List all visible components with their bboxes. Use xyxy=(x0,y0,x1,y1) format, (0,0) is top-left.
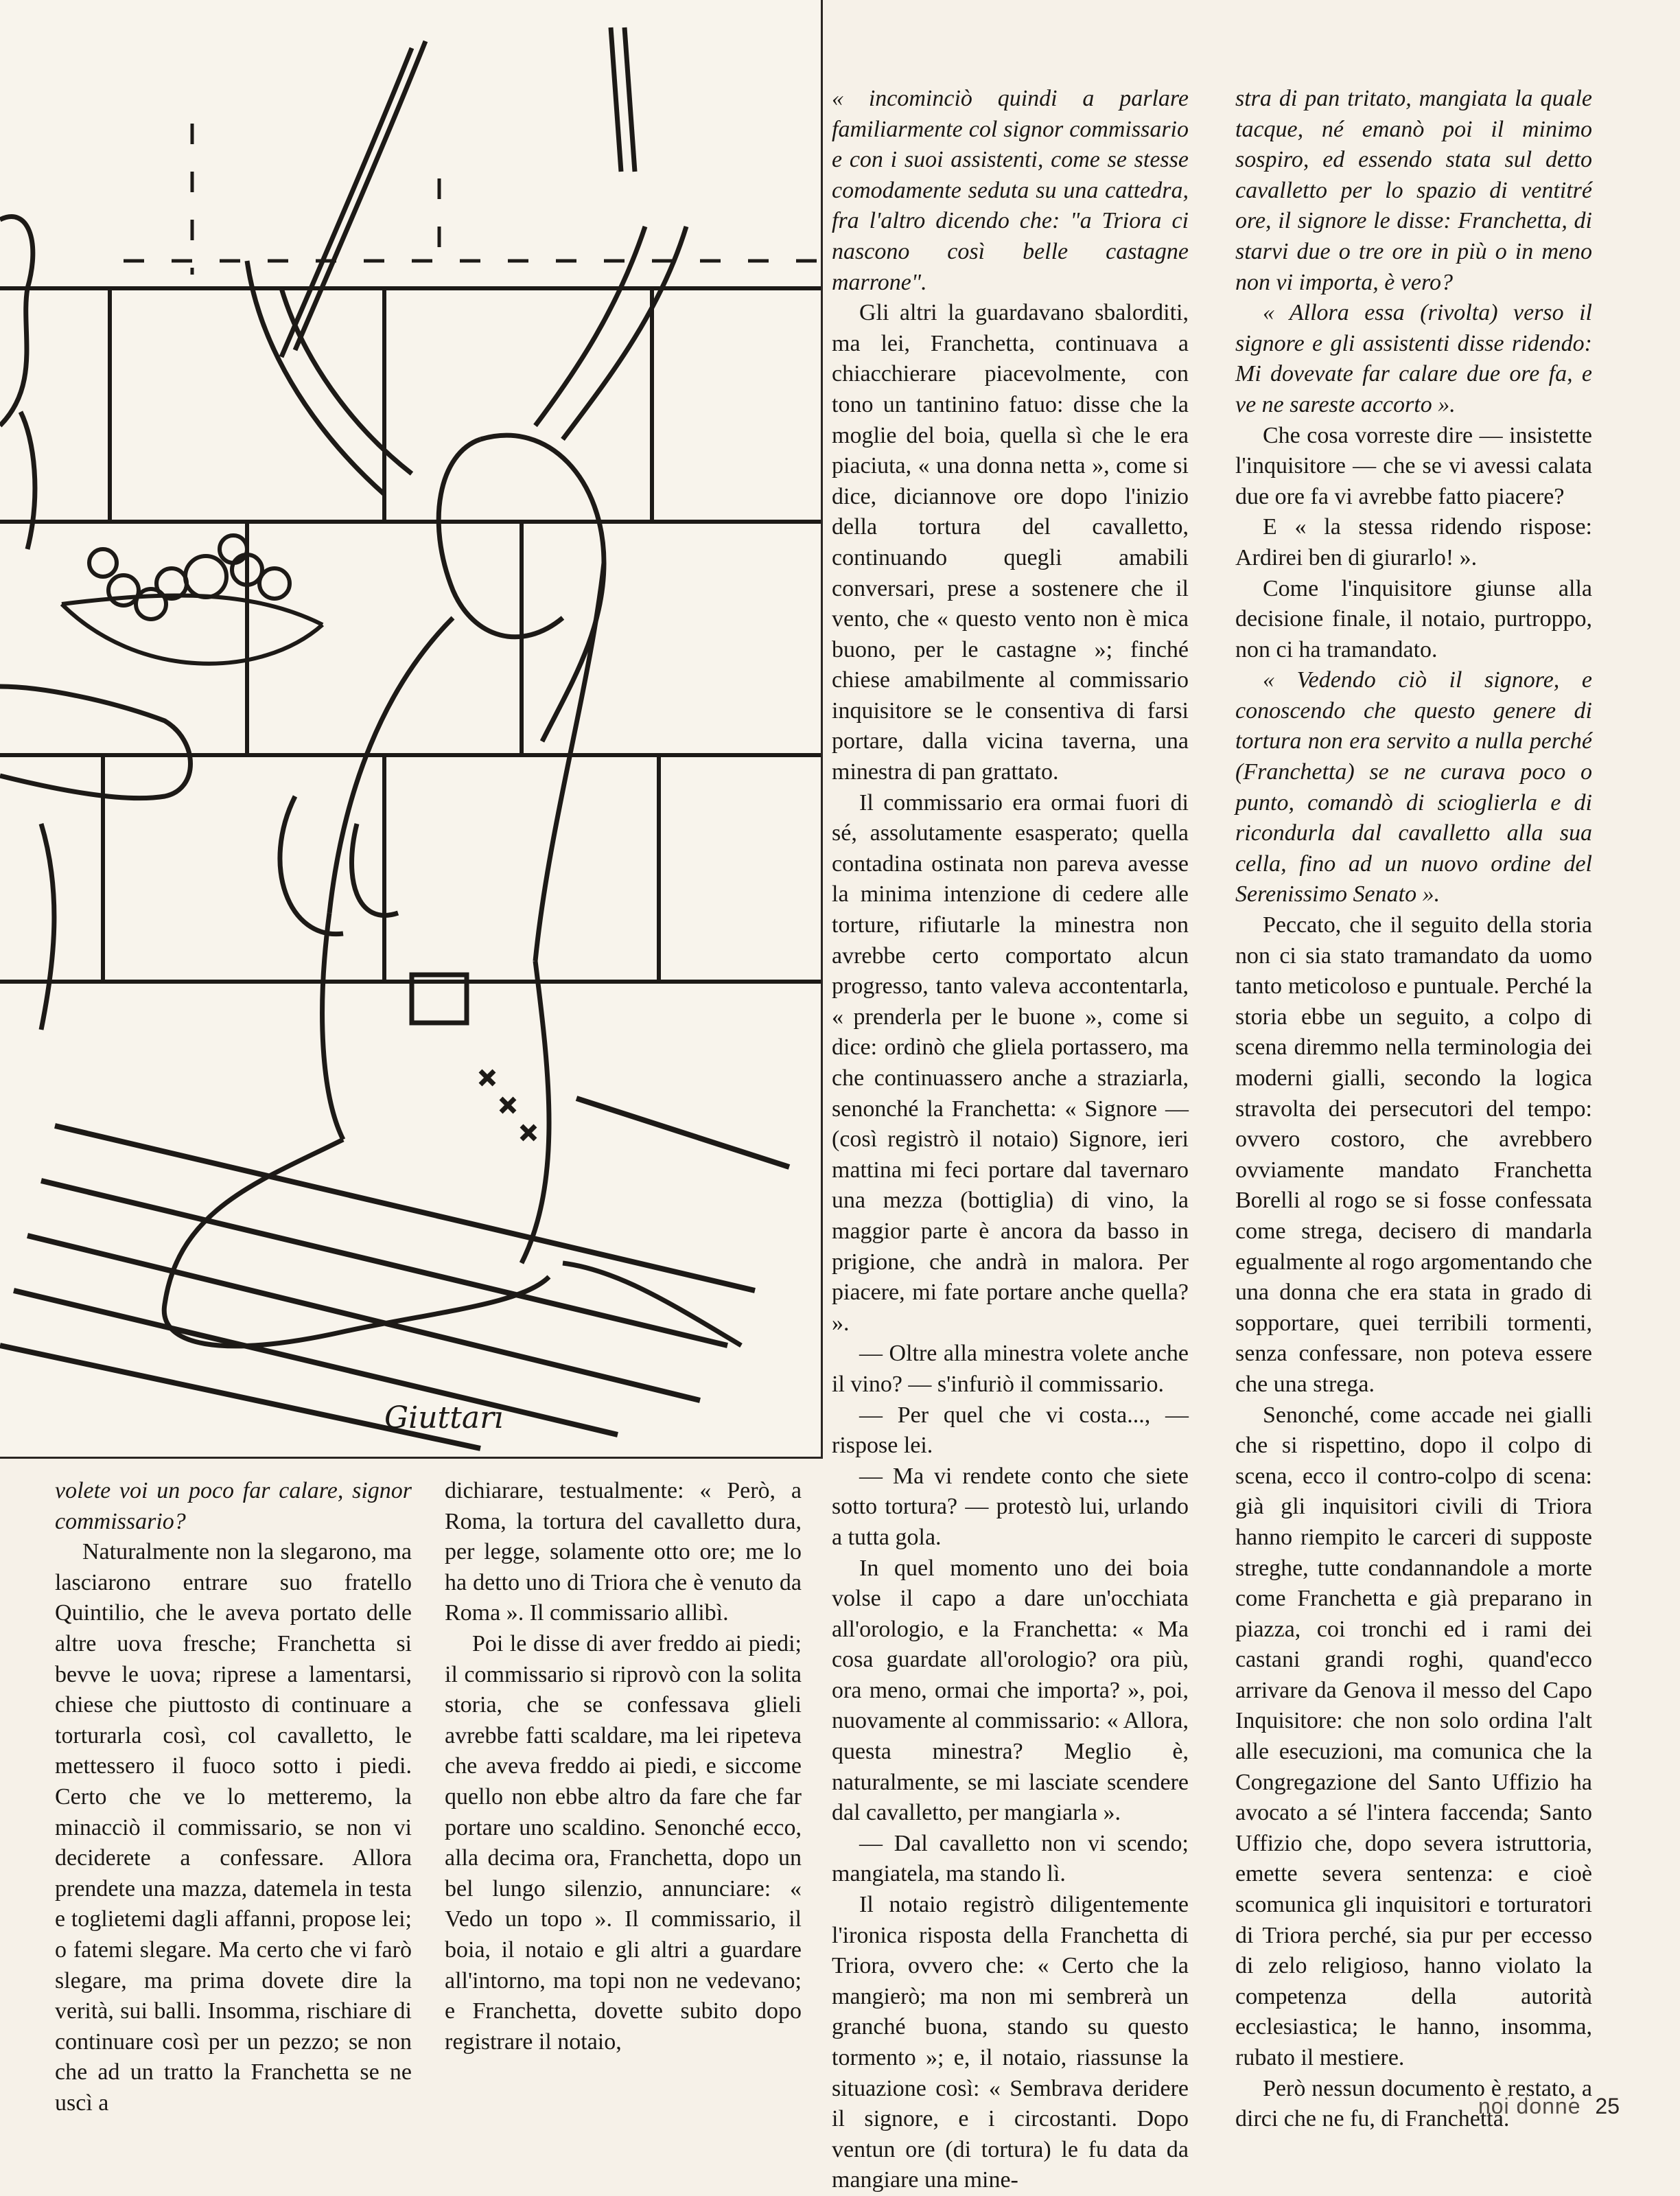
stone-wall xyxy=(0,288,821,982)
paragraph: Però nessun documento è restato, a dirci che ne fu, di Franchetta. xyxy=(1235,2075,1592,2132)
paragraph: stra di pan tritato, mangiata la quale tacque, né emanò poi il minimo sospiro, ed essendo stata sul detto cavalletto per lo spazio di ventitré ore, il signore le disse: Franchetta, di starvi due o tre ore in più o in meno non vi importa, è vero? xyxy=(1235,86,1592,295)
chains xyxy=(281,27,635,357)
text-column-4 xyxy=(1235,84,1592,2135)
torture-illustration xyxy=(0,0,823,1459)
fruit-bowl xyxy=(62,535,323,664)
paragraph: — Dal cavalletto non vi scendo; mangiatela, ma stando lì. xyxy=(832,1830,1189,1887)
magazine-name: noi donne xyxy=(1478,2094,1581,2118)
text-column-2 xyxy=(445,1476,802,2057)
figure xyxy=(164,227,741,1346)
paragraph: Come l'inquisitore giunse alla decisione finale, il notaio, purtroppo, non ci ha tramandato. xyxy=(1235,575,1592,662)
paragraph: In quel momento uno dei boia volse il capo a dare un'occhiata all'orologio, e la Franchetta: « Ma cosa guardate all'orologio? ora più, ora meno, ormai che importa? », poi, nuovamente al commissario: « Allora, questa minestra? Meglio è, naturalmente, se mi lasciate scendere dal cavalletto, per mangiarla ». xyxy=(832,1555,1189,1826)
page-footer xyxy=(1478,2094,1620,2119)
illustration-drawing xyxy=(0,0,821,1457)
paragraph: Poi le disse di aver freddo ai piedi; il commissario si riprovò con la solita storia, che se confessava glieli avrebbe fatti scaldare, ma lei ripeteva che aveva freddo ai piedi, e siccome quello non ebbe altro da fare che far portare uno scaldino. Senonché ecco, alla decima ora, Franchetta, dopo un bel lungo silenzio, annunciare: « Vedo un topo ». Il commissario, il boia, il notaio e gli altri a guardare all'intorno, ma topi non ne vedevano; e Franchetta, dovette subito dopo registrare il notaio, xyxy=(445,1630,802,2055)
paragraph: E « la stessa ridendo rispose: Ardirei ben di giurarlo! ». xyxy=(1235,514,1592,570)
text-column-3 xyxy=(832,84,1189,2196)
paragraph: Il commissario era ormai fuori di sé, assolutamente esasperato; quella contadina ostinata non pareva avesse la minima intenzione di cedere alle torture, rifiutarle la minestra non avrebbe certo comportato alcun progresso, tanto valeva accontentarla, « prenderla per le buone », come si dice: ordinò che gliela portassero, ma che continuassero anche a straziarla, senonché la Franchetta: « Signore — (così registrò il notaio) Signore, ieri mattina mi feci portare dal tavernaro una mezza (bottiglia) di vino, la maggior parte è ancora da basso in prigione, che andrà in malora. Per piacere, mi fate portare anche quella? ». xyxy=(832,789,1189,1336)
page-number: 25 xyxy=(1595,2094,1620,2118)
floor xyxy=(0,1098,789,1448)
paragraph: volete voi un poco far calare, signor commissario? xyxy=(55,1478,412,1534)
paragraph: Gli altri la guardavano sbalorditi, ma lei, Franchetta, continuava a chiacchierare piacevolmente, con tono un tantinino fatuo: disse che la moglie del boia, quella sì che le era piaciuta, « una donna netta », come si dice, diciannove ore dopo l'inizio della tortura del cavalletto, continuando quegli amabili conversari, prese a sostenere che il vento, che « questo vento non è mica buono, per le castagne »; finché chiese amabilmente al commissario inquisitore se le consentiva di farsi portare, dalla vicina taverna, una minestra di pan grattato. xyxy=(832,300,1189,785)
artist-signature: Giuttari xyxy=(384,1400,504,1435)
paragraph: « incominciò quindi a parlare familiarmente col signor commissario e con i suoi assistenti, come se stesse comodamente seduta su una cattedra, fra l'altro dicendo che: "a Triora ci nascono così belle castagne marrone". xyxy=(832,86,1189,295)
text-column-1 xyxy=(55,1476,412,2118)
paragraph: Il notaio registrò diligentemente l'ironica risposta della Franchetta di Triora, ovvero che: « Certo che la mangierò; ma non mi sembrerà un granché buona, stando su questo tormento »; e, il notaio, riassunse la situazione così: « Sembrava deridere il signore, e i circostanti. Dopo ventun ore (di tortura) le fu data da mangiare una mine- xyxy=(832,1892,1189,2193)
paragraph: — Oltre alla minestra volete anche il vino? — s'infuriò il commissario. xyxy=(832,1341,1189,1397)
paragraph: Naturalmente non la slegarono, ma lasciarono entrare suo fratello Quintilio, che le aveva portato delle altre uova fresche; Franchetta si bevve le uova; riprese a lamentarsi, chiese che piuttosto di continuare a torturarla così, col cavalletto, le mettessero il fuoco sotto i piedi. Certo che ve lo metteremo, la minacciò il commissario, se non vi deciderete a confessare. Allora prendete una mazza, datemela in testa e toglietemi dagli affanni, propose lei; o fatemi slegare. Ma certo che vi farò slegare, ma prima dovete dire la verità, sui balli. Insomma, rischiare di continuare così per un pezzo; se non che ad un tratto la Franchetta se ne uscì a xyxy=(55,1539,412,2116)
paragraph: Peccato, che il seguito della storia non ci sia stato tramandato da uomo tanto meticoloso e puntuale. Perché la storia ebbe un seguito, a colpo di scena diremmo nella terminologia dei moderni gialli, secondo la logica stravolta dei persecutori del tempo: ovvero costoro, che avrebbero ovviamente mandato Franchetta Borelli al rogo se si fosse confessata come strega, decisero di mandarla egualmente al rogo argomentando che una donna che era stata in grado di sopportare, quei terribili tormenti, senza confessare, non poteva essere che una strega. xyxy=(1235,912,1592,1397)
paragraph: « Vedendo ciò il signore, e conoscendo che questo genere di tortura non era servito a nulla perché (Franchetta) se ne curava poco o punto, comandò di scioglierla e di ricondurla dal cavalletto alla sua cella, fino ad un nuovo ordine del Serenissimo Senato ». xyxy=(1235,667,1592,908)
paragraph: Senonché, come accade nei gialli che si rispettino, dopo il colpo di scena, ecco il contro-colpo di scena: già gli inquisitori civili di Triora hanno riempito le carceri di supposte streghe, tutte condannandole a morte come Franchetta e già preparano in piazza, coi tronchi ed i rami dei castani grandi roghi, quand'ecco arrivare da Genova il messo del Capo Inquisitore: che non solo ordina l'alt alle esecuzioni, ma comunica che la Congregazione del Santo Uffizio ha avocato a sé l'intera faccenda; Santo Uffizio che, dopo severa istruttoria, emette severa sentenza: e cioè scomunica gli inquisitori e torturatori di Triora perché, sia pur per eccesso di zelo religioso, hanno violato la competenza della autorità ecclesiastica; le hanno, insomma, rubato il mestiere. xyxy=(1235,1402,1592,2070)
side-figure xyxy=(0,217,191,1030)
paragraph: « Allora essa (rivolta) verso il signore e gli assistenti disse ridendo: Mi dovevate far calare due ore fa, e ve ne sareste accorto ». xyxy=(1235,300,1592,417)
paragraph: dichiarare, testualmente: « Però, a Roma, la tortura del cavalletto dura, per legge, solamente otto ore; me lo ha detto uno di Triora che è venuto da Roma ». Il commissario allibì. xyxy=(445,1478,802,1626)
paragraph: — Per quel che vi costa..., — rispose lei. xyxy=(832,1402,1189,1459)
paragraph: — Ma vi rendete conto che siete sotto tortura? — protestò lui, urlando a tutta gola. xyxy=(832,1463,1189,1550)
paragraph: Che cosa vorreste dire — insistette l'inquisitore — che se vi avessi calata due ore fa vi avrebbe fatto piacere? xyxy=(1235,422,1592,509)
